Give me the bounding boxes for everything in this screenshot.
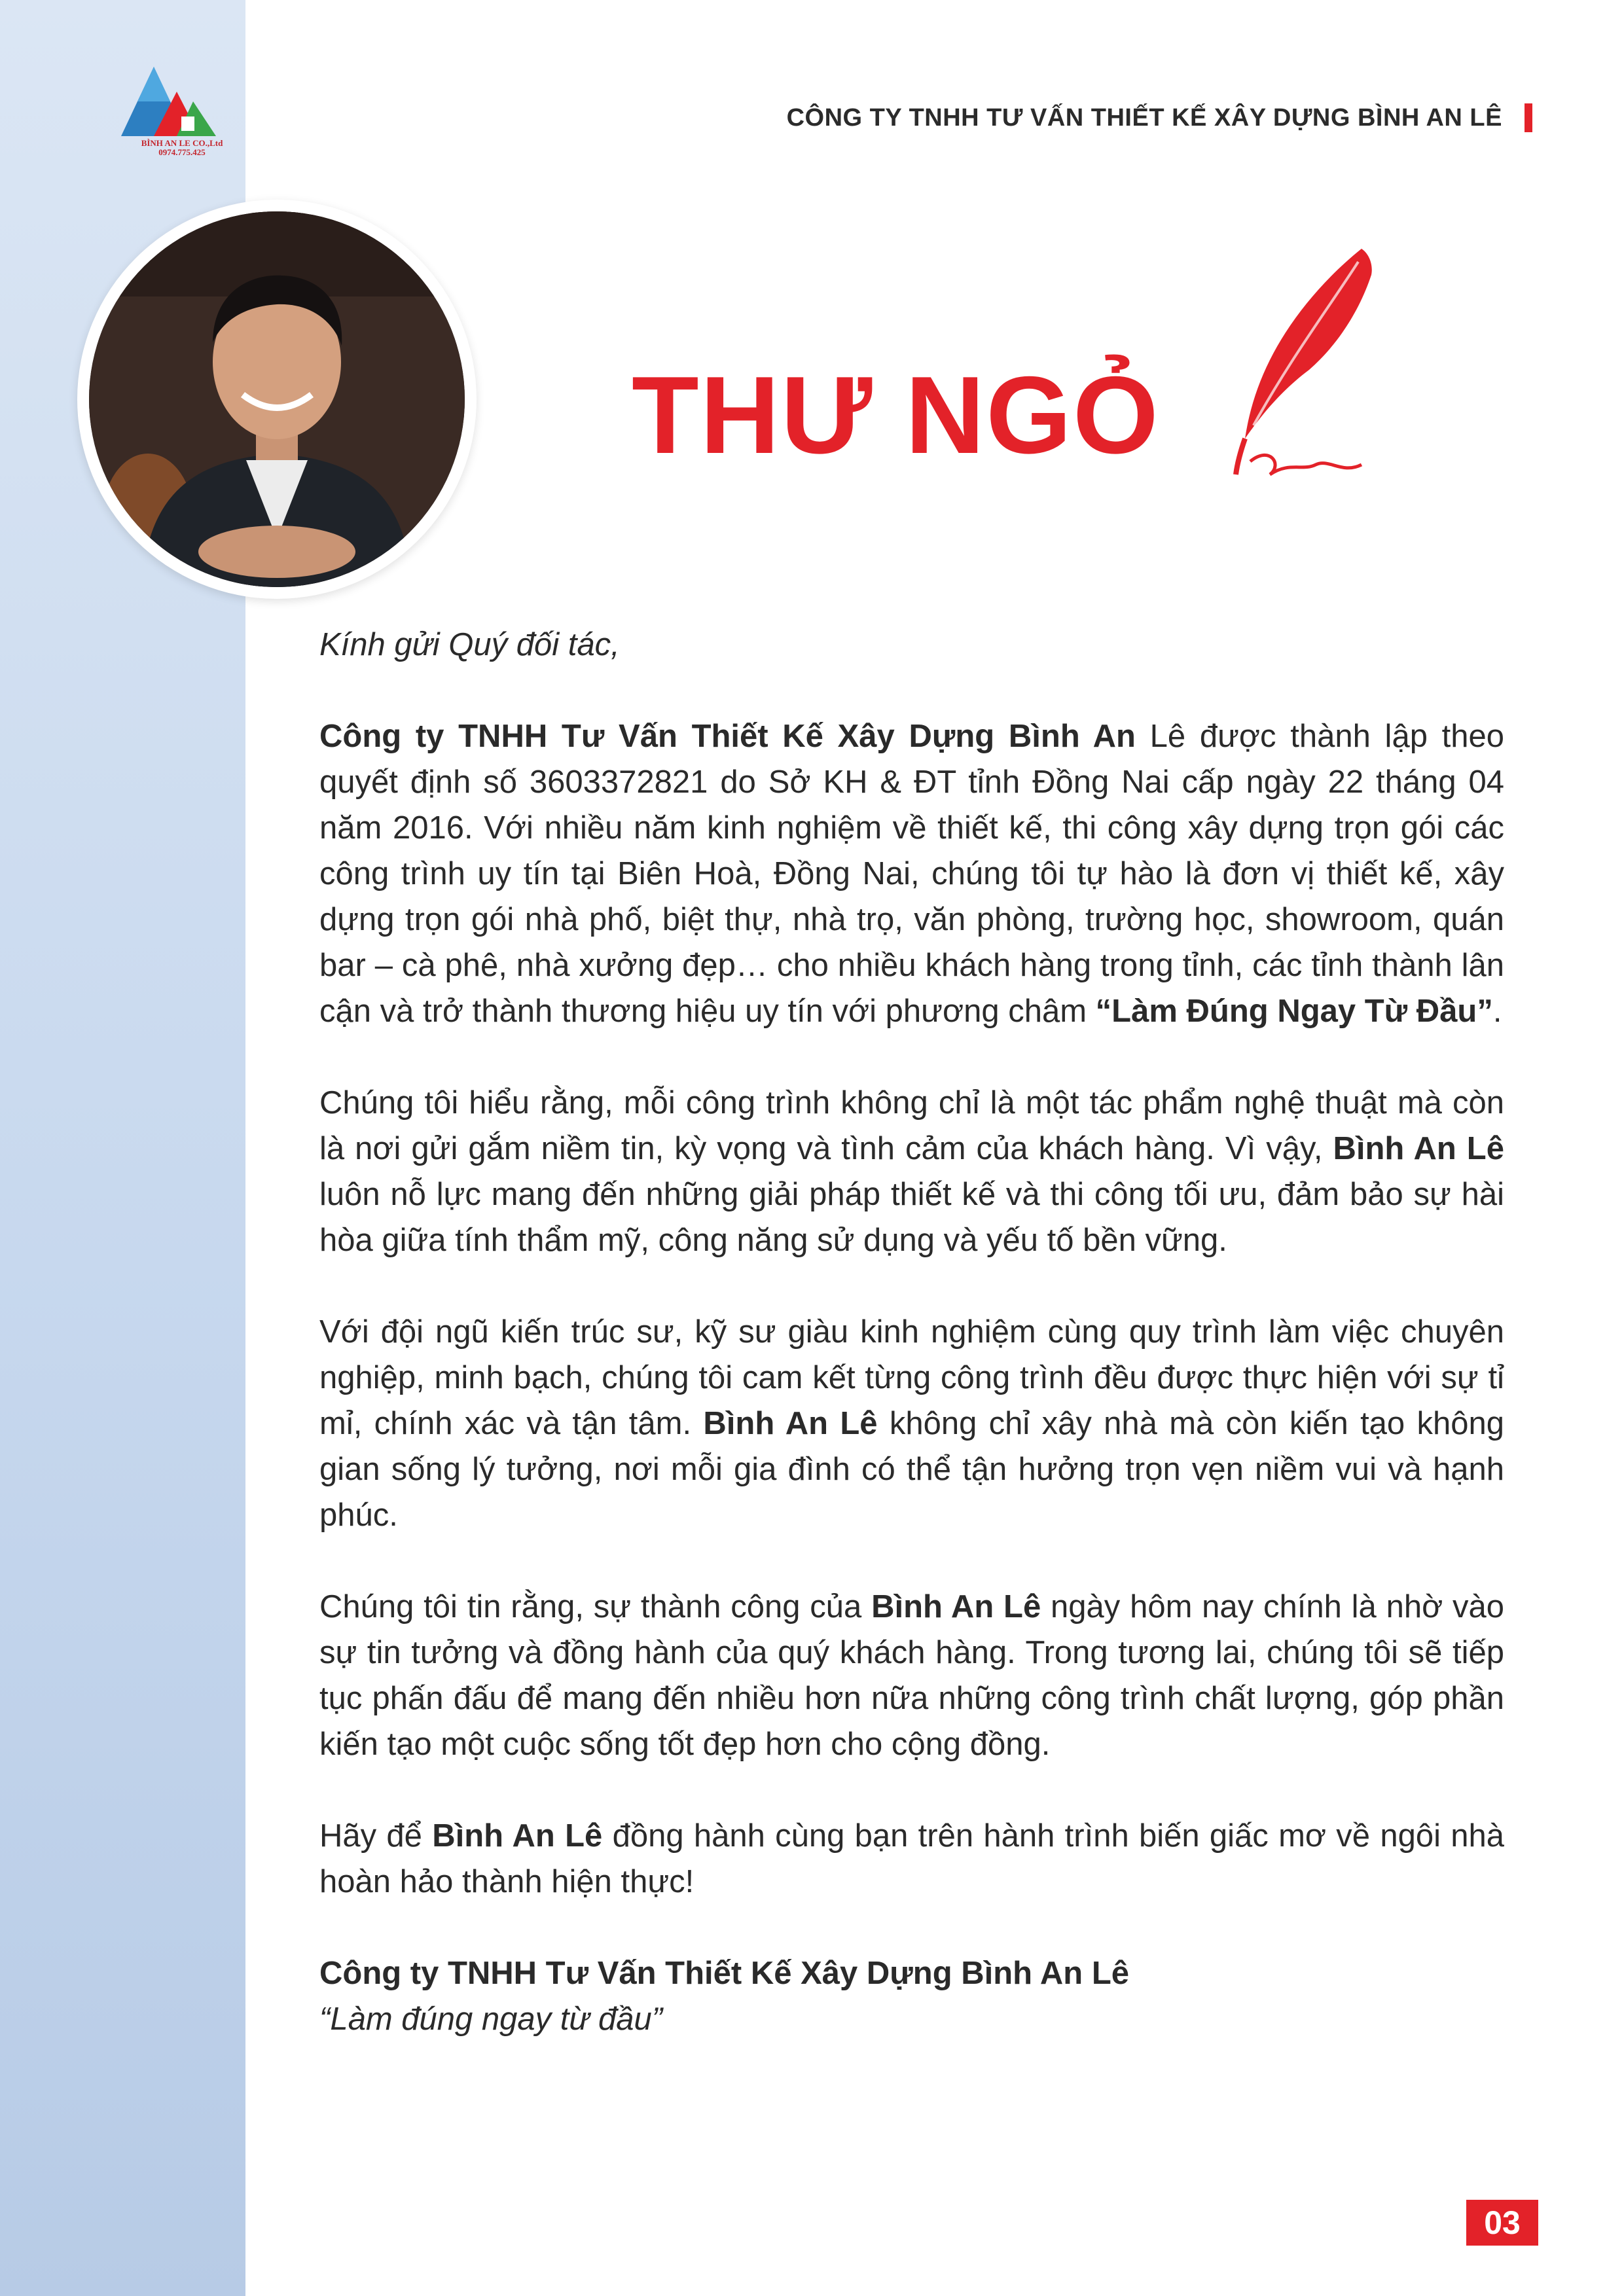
letter-greeting: Kính gửi Quý đối tác, bbox=[319, 627, 620, 662]
company-name-bold: Công ty TNHH Tư Vấn Thiết Kế Xây Dựng Bình An bbox=[319, 719, 1136, 754]
brand-name-bold: Bình An Lê bbox=[1333, 1131, 1504, 1166]
paragraph-gratitude-a: Chúng tôi tin rằng, sự thành công của bbox=[319, 1589, 872, 1624]
letter-body bbox=[319, 622, 1504, 2042]
paragraph-invitation-a: Hãy để bbox=[319, 1818, 433, 1854]
page-header bbox=[787, 103, 1532, 132]
paragraph-understanding-b: luôn nỗ lực mang đến những giải pháp thiết kế và thi công tối ưu, đảm bảo sự hài hòa giữa tính thẩm mỹ, công năng sử dụng và yếu tố bền vững. bbox=[319, 1177, 1504, 1258]
paragraph-team-a: Với đội ngũ kiến trúc sư, kỹ sư giàu kinh nghiệm cùng quy trình làm việc chuyên nghiệp, minh bạch, chúng tôi cam kết từng công trình đều được thực hiện với sự tỉ mỉ, chính xác và tận tâm. bbox=[319, 1314, 1504, 1441]
header-accent-bar bbox=[1525, 103, 1532, 132]
logo-caption-line2: 0974.775.425 bbox=[158, 147, 206, 157]
signature-slogan: “Làm đúng ngay từ đầu” bbox=[319, 2001, 663, 2037]
page-number-badge: 03 bbox=[1466, 2200, 1538, 2246]
paragraph-invitation bbox=[319, 1813, 1504, 1905]
paragraph-intro bbox=[319, 713, 1504, 1034]
brand-name-bold: Bình An Lê bbox=[432, 1818, 603, 1854]
paragraph-gratitude bbox=[319, 1584, 1504, 1767]
paragraph-invitation-b: đồng hành cùng bạn trên hành trình biến giấc mơ về ngôi nhà hoàn hảo thành hiện thực! bbox=[319, 1818, 1504, 1899]
quill-pen-icon bbox=[1231, 249, 1381, 484]
portrait-figure bbox=[89, 211, 465, 587]
paragraph-team bbox=[319, 1309, 1504, 1538]
signature-company: Công ty TNHH Tư Vấn Thiết Kế Xây Dựng Bình An Lê bbox=[319, 1956, 1130, 1991]
paragraph-intro-end: . bbox=[1492, 994, 1502, 1029]
portrait-photo bbox=[89, 211, 465, 587]
page-title: THƯ NGỎ bbox=[632, 353, 1160, 476]
paragraph-intro-text: Lê được thành lập theo quyết định số 3603372821 do Sở KH & ĐT tỉnh Đồng Nai cấp ngày 22 tháng 04 năm 2016. Với nhiều năm kinh nghiệm về thiết kế, thi công xây dựng trọn gói các công trình uy tín tại Biên Hoà, Đồng Nai, chúng tôi tự hào là đơn vị thiết kế, xây dựng trọn gói nhà phố, biệt thự, nhà trọ, văn phòng, trường học, showroom, quán bar – cà phê, nhà xưởng đẹp… cho nhiều khách hàng trong tỉnh, các tỉnh thành lân cận và trở thành thương hiệu uy tín với phương châm bbox=[319, 719, 1504, 1029]
brand-name-bold: Bình An Lê bbox=[871, 1589, 1041, 1624]
paragraph-gratitude-b: ngày hôm nay chính là nhờ vào sự tin tưởng và đồng hành của quý khách hàng. Trong tương lai, chúng tôi sẽ tiếp tục phấn đấu để mang đến nhiều hơn nữa những công trình chất lượng, góp phần kiến tạo một cuộc sống tốt đẹp hơn cho cộng đồng. bbox=[319, 1589, 1504, 1762]
paragraph-understanding-a: Chúng tôi hiểu rằng, mỗi công trình không chỉ là một tác phẩm nghệ thuật mà còn là nơi gửi gắm niềm tin, kỳ vọng và tình cảm của khách hàng. Vì vậy, bbox=[319, 1085, 1504, 1166]
brand-name-bold: Bình An Lê bbox=[703, 1406, 878, 1441]
paragraph-team-b: không chỉ xây nhà mà còn kiến tạo không gian sống lý tưởng, nơi mỗi gia đình có thể tận hưởng trọn vẹn niềm vui và hạnh phúc. bbox=[319, 1406, 1504, 1533]
header-company-name: CÔNG TY TNHH TƯ VẤN THIẾT KẾ XÂY DỰNG BÌNH AN LÊ bbox=[786, 103, 1502, 132]
company-motto: “Làm Đúng Ngay Từ Đầu” bbox=[1095, 994, 1493, 1029]
logo-caption-line1: BÌNH AN LE CO.,Ltd bbox=[141, 138, 223, 148]
paragraph-understanding bbox=[319, 1080, 1504, 1263]
director-portrait bbox=[77, 200, 477, 599]
logo-caption bbox=[120, 139, 244, 157]
